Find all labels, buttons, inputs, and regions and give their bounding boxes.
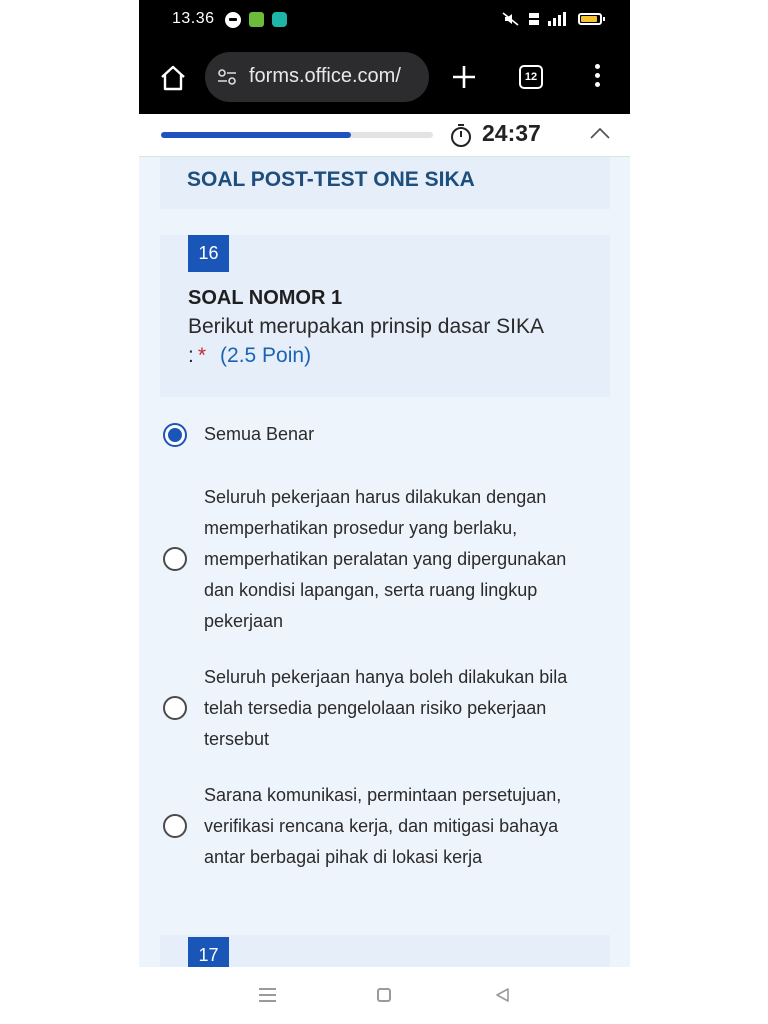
mute-icon <box>502 12 520 26</box>
answer-option-1[interactable] <box>161 419 601 451</box>
browser-toolbar <box>139 42 630 114</box>
home-nav-icon[interactable] <box>377 988 391 1002</box>
home-icon[interactable] <box>159 64 187 92</box>
stopwatch-icon <box>450 123 472 147</box>
timer-text: 24:37 <box>482 120 541 146</box>
option-label[interactable]: Semua Benar <box>204 424 315 444</box>
form-title-card <box>160 157 610 209</box>
question-colon: : <box>188 344 194 367</box>
form-title: SOAL POST-TEST ONE SIKA <box>187 168 475 191</box>
question-card <box>160 235 610 397</box>
radio-button-selected[interactable] <box>163 423 187 447</box>
back-icon[interactable] <box>494 987 510 1003</box>
question-title: SOAL NOMOR 1 <box>188 287 343 309</box>
question-text: Berikut merupakan prinsip dasar SIKA <box>188 315 545 338</box>
question-number-badge: 17 <box>188 937 229 967</box>
chat-icon <box>272 12 287 27</box>
form-progress-header <box>139 114 630 157</box>
whatsapp-icon <box>225 12 241 28</box>
radio-button[interactable] <box>163 696 187 720</box>
question-number-badge: 16 <box>188 235 229 272</box>
required-mark: * <box>197 344 207 367</box>
phone-screen <box>139 0 630 1024</box>
progress-fill <box>161 132 351 138</box>
system-nav-bar <box>139 967 630 1024</box>
recents-icon[interactable] <box>259 988 276 1002</box>
option-label[interactable]: Sarana komunikasi, permintaan persetujuan, verifikasi rencana kerja, dan mitigasi bahaya antar berbagai pihak di lokasi kerja <box>204 785 562 867</box>
form-body <box>139 157 630 967</box>
answer-option-2[interactable] <box>161 482 601 642</box>
more-menu-icon[interactable] <box>593 64 601 92</box>
status-time: 13.36 <box>172 10 215 27</box>
answer-option-4[interactable] <box>161 780 601 876</box>
status-right-icons <box>502 12 602 26</box>
site-settings-icon[interactable] <box>217 67 237 87</box>
chevron-up-icon[interactable] <box>589 126 611 140</box>
new-tab-icon[interactable] <box>451 64 477 90</box>
signal-icon <box>548 12 570 26</box>
battery-icon <box>578 13 602 25</box>
tab-switcher-button[interactable]: 12 <box>519 65 543 89</box>
url-text[interactable]: forms.office.com/ <box>249 65 401 87</box>
radio-button[interactable] <box>163 547 187 571</box>
option-label[interactable]: Seluruh pekerjaan harus dilakukan dengan memperhatikan prosedur yang berlaku, memperhatikan peralatan yang dipergunakan dan kondisi lapangan, serta ruang lingkup pekerjaan <box>204 487 567 631</box>
progress-bar <box>161 132 433 138</box>
question-points: (2.5 Poin) <box>220 344 312 367</box>
next-question-card <box>160 935 610 967</box>
status-bar <box>139 0 630 42</box>
volte-icon <box>528 12 540 26</box>
radio-button[interactable] <box>163 814 187 838</box>
option-label[interactable]: Seluruh pekerjaan hanya boleh dilakukan bila telah tersedia pengelolaan risiko pekerjaan tersebut <box>204 667 568 749</box>
question-meta <box>188 344 311 368</box>
answer-option-3[interactable] <box>161 662 601 758</box>
address-bar[interactable] <box>205 52 429 102</box>
app-icon <box>249 12 264 27</box>
